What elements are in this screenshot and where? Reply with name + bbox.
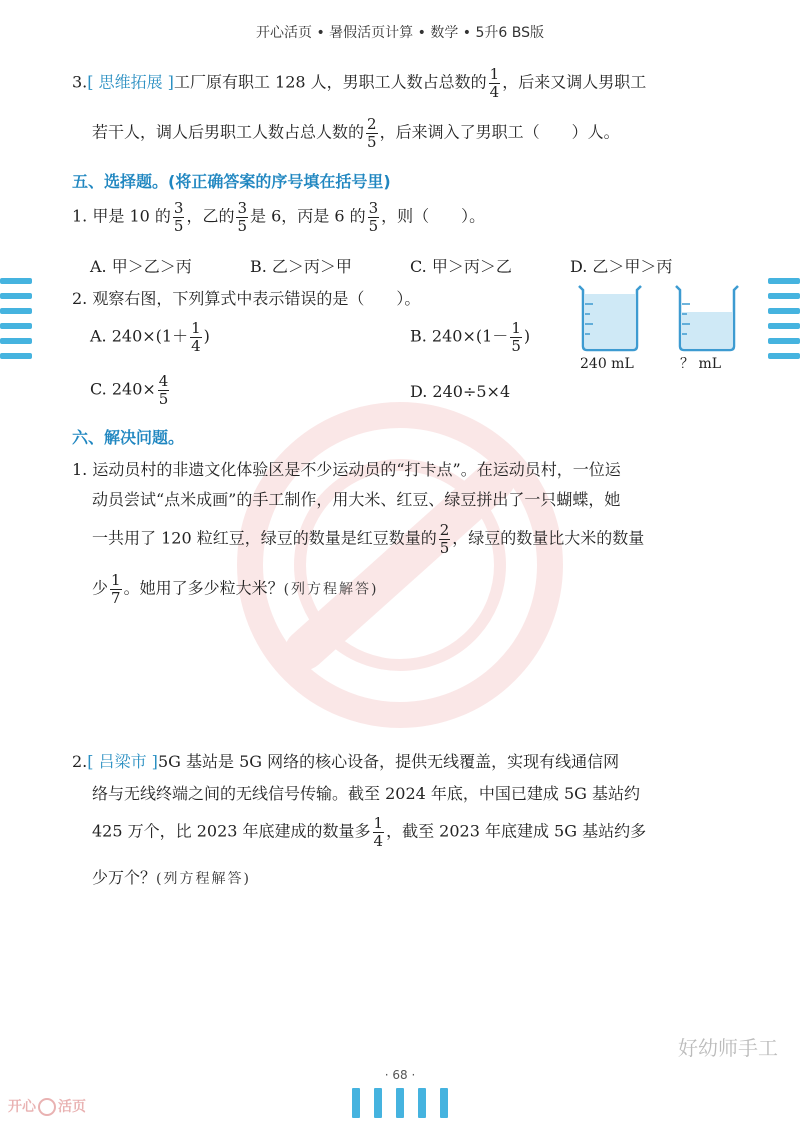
option-d[interactable]: D. 240÷5×4 — [410, 382, 511, 401]
option-b[interactable]: B. 240×(1－ $\frac{1}{5}$ ) — [410, 319, 531, 355]
section-5-title: 五、选择题。(将正确答案的序号填在括号里) — [72, 172, 391, 191]
brand-watermark-text: 好幼师手工 — [678, 1036, 778, 1060]
footer-tab-bar — [396, 1088, 404, 1118]
right-tab-bar — [768, 308, 800, 314]
left-tab-bar — [0, 293, 32, 299]
problem-1-line-4: 少 $\frac{1}{7}$ 。她用了多少粒大米？(列方程解答) — [92, 571, 379, 607]
fraction: $\frac{2}{5}$ — [367, 115, 377, 151]
fraction: $\frac{3}{5}$ — [237, 199, 247, 235]
topic-tag: [ 思维拓展 ] — [87, 72, 174, 92]
page-number: · 68 · — [384, 1068, 416, 1082]
answer-area-2[interactable] — [92, 900, 722, 1030]
beaker-2-label: ？ mL — [680, 356, 722, 372]
answer-blank-text[interactable]: ，后来调入了男职工（ ）人。 — [379, 122, 620, 142]
question-text: ，后来又调人男职工 — [502, 72, 647, 92]
fraction: $\frac{1}{7}$ — [111, 571, 121, 607]
problem-2-line-1: 2.[ 吕梁市 ]5G 基站是 5G 网络的核心设备，提供无线覆盖，实现有线通信网 — [72, 752, 620, 771]
right-tab-bar — [768, 338, 800, 344]
left-tab-bar — [0, 323, 32, 329]
question-text: 若干人，调人后男职工人数占总人数的 — [92, 122, 365, 142]
problem-1-line-2: 动员尝试“点米成画”的手工制作，用大米、红豆、绿豆拼出了一只蝴蝶，她 — [92, 490, 621, 509]
left-tab-bar — [0, 338, 32, 344]
footer-tab-bar — [352, 1088, 360, 1118]
problem-2-line-3: 425 万个，比 2023 年底建成的数量多 $\frac{1}{4}$ ，截至 2023 年底建成 5G 基站约多 — [92, 814, 647, 850]
option-d[interactable]: D. 乙＞甲＞丙 — [570, 257, 673, 276]
fraction: $\frac{3}{5}$ — [368, 199, 379, 235]
option-c[interactable]: C. 甲＞丙＞乙 — [410, 257, 512, 276]
option-b[interactable]: B. 乙＞丙＞甲 — [250, 257, 352, 276]
choice-question-2 — [72, 289, 420, 308]
footer-tab-bar — [440, 1088, 448, 1118]
answer-blank-text[interactable]: 2. 观察右图，下列算式中表示错误的是（ ）。 — [72, 289, 421, 308]
fraction: $\frac{1}{5}$ — [511, 319, 521, 355]
topic-tag: [ 吕梁市 ] — [87, 752, 158, 771]
beaker-partial-icon — [672, 282, 742, 354]
page-header: 开心活页 • 暑假活页计算 • 数学 • 5升6 BS版 — [256, 25, 544, 41]
choice-question-1: 1. 甲是 10 的 $\frac{3}{5}$ ，乙的 $\frac{3}{5}$ 是 6，丙是 6 的 $\frac{3}{5}$ ，则（ ）。 — [72, 199, 486, 235]
left-tab-bar — [0, 278, 32, 284]
answer-area-1[interactable] — [92, 615, 722, 745]
answer-blank-text[interactable]: ，则（ ）。 — [381, 206, 486, 226]
footer-tab-bar — [374, 1088, 382, 1118]
problem-1-line-3: 一共用了 120 粒红豆，绿豆的数量是红豆数量的 $\frac{2}{5}$ ，绿豆的数量比大米的数量 — [92, 521, 645, 557]
beaker-1-label: 240 mL — [580, 356, 634, 372]
method-hint: (列方程解答) — [156, 871, 251, 887]
fraction: $\frac{2}{5}$ — [439, 521, 450, 557]
right-tab-bar — [768, 353, 800, 359]
fraction: $\frac{4}{5}$ — [158, 372, 169, 408]
right-tab-bar — [768, 323, 800, 329]
left-tab-bar — [0, 353, 32, 359]
right-tab-bar — [768, 293, 800, 299]
fraction: $\frac{1}{4}$ — [191, 319, 201, 355]
beaker-full-icon — [575, 282, 645, 354]
option-a[interactable]: A. 甲＞乙＞丙 — [90, 257, 192, 276]
problem-2-line-4: 少万个？(列方程解答) — [92, 868, 251, 887]
problem-1-line-1: 1. 运动员村的非遗文化体验区是不少运动员的“打卡点”。在运动员村，一位运 — [72, 460, 621, 479]
fraction: $\frac{3}{5}$ — [173, 199, 184, 235]
question-3-line-1 — [72, 66, 646, 100]
left-tab-bar — [0, 308, 32, 314]
right-tab-bar — [768, 278, 800, 284]
question-3-line-2 — [92, 116, 620, 150]
question-text: 工厂原有职工 128 人，男职工人数占总数的 — [173, 72, 487, 92]
section-6-title: 六、解决问题。 — [72, 428, 185, 447]
question-number: 3. — [72, 72, 88, 92]
problem-2-line-2: 络与无线终端之间的无线信号传输。截至 2024 年底，中国已建成 5G 基站约 — [92, 784, 641, 803]
method-hint: (列方程解答) — [283, 581, 379, 598]
footer-tab-bar — [418, 1088, 426, 1118]
option-a[interactable]: A. 240×(1＋ $\frac{1}{4}$ ) — [90, 319, 210, 355]
logo-circle-icon — [38, 1098, 56, 1116]
publisher-logo: 开心 活页 — [8, 1099, 86, 1115]
option-c[interactable]: C. 240× $\frac{4}{5}$ — [90, 372, 169, 408]
fraction: $\frac{1}{4}$ — [489, 65, 500, 101]
fraction: $\frac{1}{4}$ — [373, 814, 384, 850]
